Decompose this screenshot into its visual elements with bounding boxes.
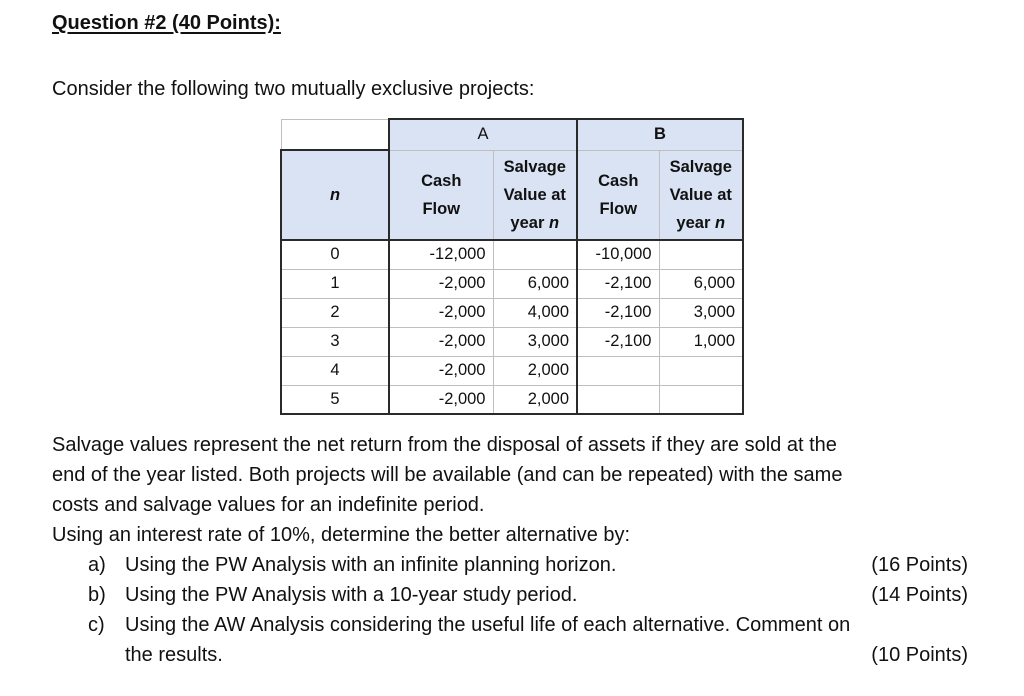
n-cell: 1 bbox=[281, 269, 389, 298]
a-cash-cell: -2,000 bbox=[389, 356, 493, 385]
a-cash-flow-header bbox=[389, 150, 493, 240]
a-salvage-header-line3: year n bbox=[510, 213, 560, 232]
paragraph-line: Using an interest rate of 10%, determine the better alternative by: bbox=[52, 524, 631, 546]
table-corner-cell bbox=[281, 119, 389, 150]
item-text-line: Using the AW Analysis considering the useful life of each alternative. Comment on bbox=[125, 614, 851, 636]
n-cell: 4 bbox=[281, 356, 389, 385]
table-row bbox=[281, 327, 743, 356]
item-text: Using the PW Analysis with a 10-year study period. bbox=[125, 584, 578, 606]
item-text: Using the PW Analysis with an infinite planning horizon. bbox=[125, 554, 617, 576]
item-text-line: the results. bbox=[125, 644, 223, 666]
a-cash-header-line1: Cash bbox=[421, 171, 462, 190]
b-salvage-cell: 6,000 bbox=[659, 269, 743, 298]
cash-flow-table bbox=[280, 118, 744, 415]
n-cell: 3 bbox=[281, 327, 389, 356]
n-cell: 0 bbox=[281, 240, 389, 269]
b-cash-cell: -10,000 bbox=[577, 240, 659, 269]
b-cash-cell: -2,100 bbox=[577, 269, 659, 298]
b-cash-header-line2: Flow bbox=[599, 199, 638, 218]
b-salvage-header bbox=[659, 150, 743, 240]
item-text bbox=[125, 610, 925, 670]
a-cash-cell: -2,000 bbox=[389, 298, 493, 327]
a-cash-cell: -2,000 bbox=[389, 269, 493, 298]
b-cash-cell: -2,100 bbox=[577, 327, 659, 356]
table-row bbox=[281, 356, 743, 385]
a-cash-header-line2: Flow bbox=[422, 199, 461, 218]
description-paragraph bbox=[52, 430, 952, 550]
item-label: a) bbox=[88, 554, 106, 576]
item-label: c) bbox=[88, 614, 105, 636]
a-salvage-header-line2: Value at bbox=[503, 185, 566, 204]
a-cash-cell: -2,000 bbox=[389, 327, 493, 356]
item-label: b) bbox=[88, 584, 106, 606]
table-row bbox=[281, 269, 743, 298]
b-salvage-cell bbox=[659, 385, 743, 414]
question-item-c bbox=[88, 610, 968, 670]
project-a-header: A bbox=[389, 119, 577, 150]
table-row bbox=[281, 385, 743, 414]
question-heading: Question #2 (40 Points): bbox=[52, 12, 281, 34]
a-cash-cell: -2,000 bbox=[389, 385, 493, 414]
b-salvage-header-line3: year n bbox=[676, 213, 726, 232]
b-salvage-header-line1: Salvage bbox=[669, 157, 732, 176]
a-salvage-cell: 6,000 bbox=[493, 269, 577, 298]
b-salvage-cell: 1,000 bbox=[659, 327, 743, 356]
b-salvage-header-line2: Value at bbox=[669, 185, 732, 204]
a-cash-cell: -12,000 bbox=[389, 240, 493, 269]
n-cell: 5 bbox=[281, 385, 389, 414]
n-header: n bbox=[281, 150, 389, 240]
b-cash-header-line1: Cash bbox=[598, 171, 639, 190]
b-cash-cell bbox=[577, 356, 659, 385]
intro-text: Consider the following two mutually exclusive projects: bbox=[52, 78, 535, 100]
a-salvage-header-line1: Salvage bbox=[503, 157, 566, 176]
table-row bbox=[281, 298, 743, 327]
b-salvage-cell bbox=[659, 240, 743, 269]
a-salvage-cell: 2,000 bbox=[493, 385, 577, 414]
b-salvage-cell: 3,000 bbox=[659, 298, 743, 327]
paragraph-line: Salvage values represent the net return from the disposal of assets if they are sold at the bbox=[52, 434, 837, 456]
paragraph-line: costs and salvage values for an indefinite period. bbox=[52, 494, 485, 516]
a-salvage-cell bbox=[493, 240, 577, 269]
item-points-c: (10 Points) bbox=[871, 644, 968, 666]
b-cash-flow-header bbox=[577, 150, 659, 240]
project-b-header: B bbox=[577, 119, 743, 150]
a-salvage-header bbox=[493, 150, 577, 240]
a-salvage-cell: 4,000 bbox=[493, 298, 577, 327]
table-row bbox=[281, 240, 743, 269]
paragraph-line: end of the year listed. Both projects will be available (and can be repeated) with the same bbox=[52, 464, 843, 486]
a-salvage-cell: 3,000 bbox=[493, 327, 577, 356]
item-points-b: (14 Points) bbox=[871, 584, 968, 606]
n-cell: 2 bbox=[281, 298, 389, 327]
item-points-a: (16 Points) bbox=[871, 554, 968, 576]
b-cash-cell: -2,100 bbox=[577, 298, 659, 327]
b-cash-cell bbox=[577, 385, 659, 414]
b-salvage-cell bbox=[659, 356, 743, 385]
a-salvage-cell: 2,000 bbox=[493, 356, 577, 385]
